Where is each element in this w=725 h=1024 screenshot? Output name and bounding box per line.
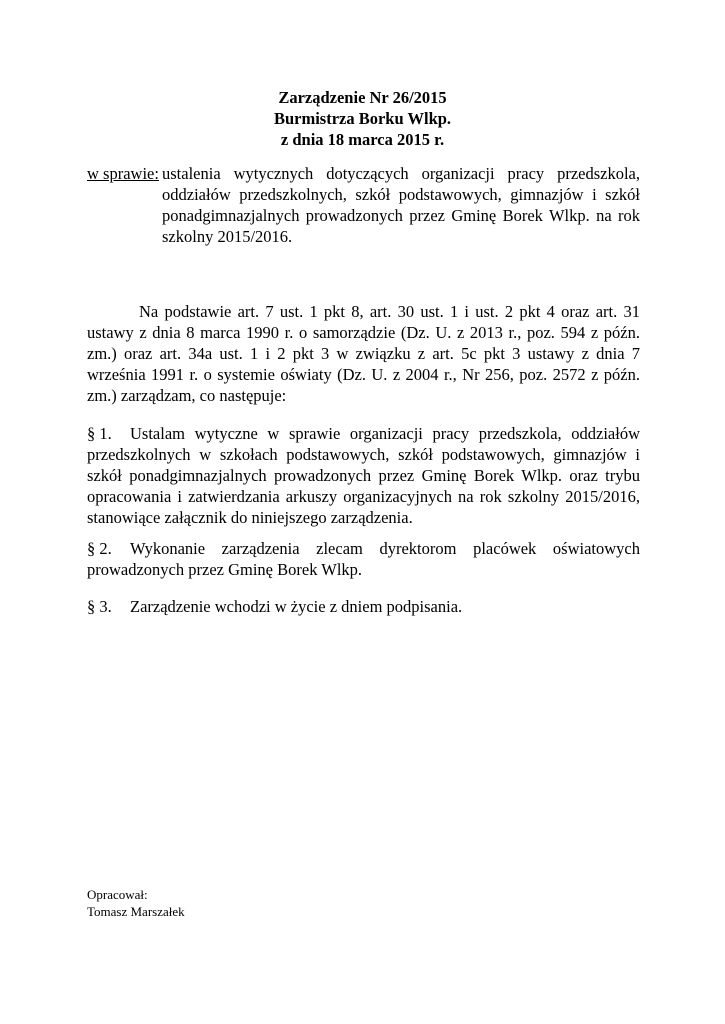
- paragraph-2-number: § 2.: [87, 539, 112, 558]
- paragraph-3: [87, 596, 640, 617]
- subject-label: w sprawie:: [87, 164, 159, 183]
- issuer-title: Burmistrza Borku Wlkp.: [273, 109, 452, 128]
- paragraph-3-number: § 3.: [87, 597, 112, 616]
- legal-basis-paragraph: Na podstawie art. 7 ust. 1 pkt 8, art. 30 ust. 1 i ust. 2 pkt 4 oraz art. 31 ustawy z dnia 8 marca 1990 r. o samorządzie (Dz. U. z 2013 r., poz. 594 z późn. zm.) oraz art. 34a ust. 1 i 2 pkt 3 w związku z art. 5c pkt 3 ustawy z dnia 7 września 1991 r. o systemie oświaty (Dz. U. z 2004 r., Nr 256, poz. 2572 z późn. zm.) zarządzam, co następuje:: [87, 302, 640, 405]
- paragraph-1-number: § 1.: [87, 424, 112, 443]
- paragraph-2-text: Wykonanie zarządzenia zlecam dyrektorom placówek oświatowych prowadzonych przez Gminę Borek Wlkp.: [87, 539, 640, 579]
- paragraph-1-text: Ustalam wytyczne w sprawie organizacji pracy przedszkola, oddziałów przedszkolnych w szkołach podstawowych, szkół podstawowych, gimnazjów i szkół ponadgimnazjalnych prowadzonych przez Gminę Borek Wlkp. oraz trybu opracowania i zatwierdzania arkuszy organizacyjnych na rok szkolny 2015/2016, stanowiące załącznik do niniejszego zarządzenia.: [87, 424, 640, 527]
- subject-section: [87, 163, 640, 247]
- prepared-by-footer: [87, 886, 185, 920]
- paragraph-3-text: Zarządzenie wchodzi w życie z dniem podpisania.: [130, 597, 463, 616]
- document-header: [0, 87, 725, 150]
- prepared-by-name: Tomasz Marszałek: [87, 904, 185, 919]
- order-number-title: Zarządzenie Nr 26/2015: [278, 88, 447, 107]
- prepared-by-label: Opracował:: [87, 887, 148, 902]
- subject-text: ustalenia wytycznych dotyczących organizacji pracy przedszkola, oddziałów przedszkolnych, szkół podstawowych, gimnazjów i szkół ponadgimnazjalnych prowadzonych przez Gminę Borek Wlkp. na rok szkolny 2015/2016.: [162, 164, 640, 246]
- paragraph-1: [87, 423, 640, 528]
- order-date: z dnia 18 marca 2015 r.: [280, 130, 445, 149]
- paragraph-2: [87, 538, 640, 580]
